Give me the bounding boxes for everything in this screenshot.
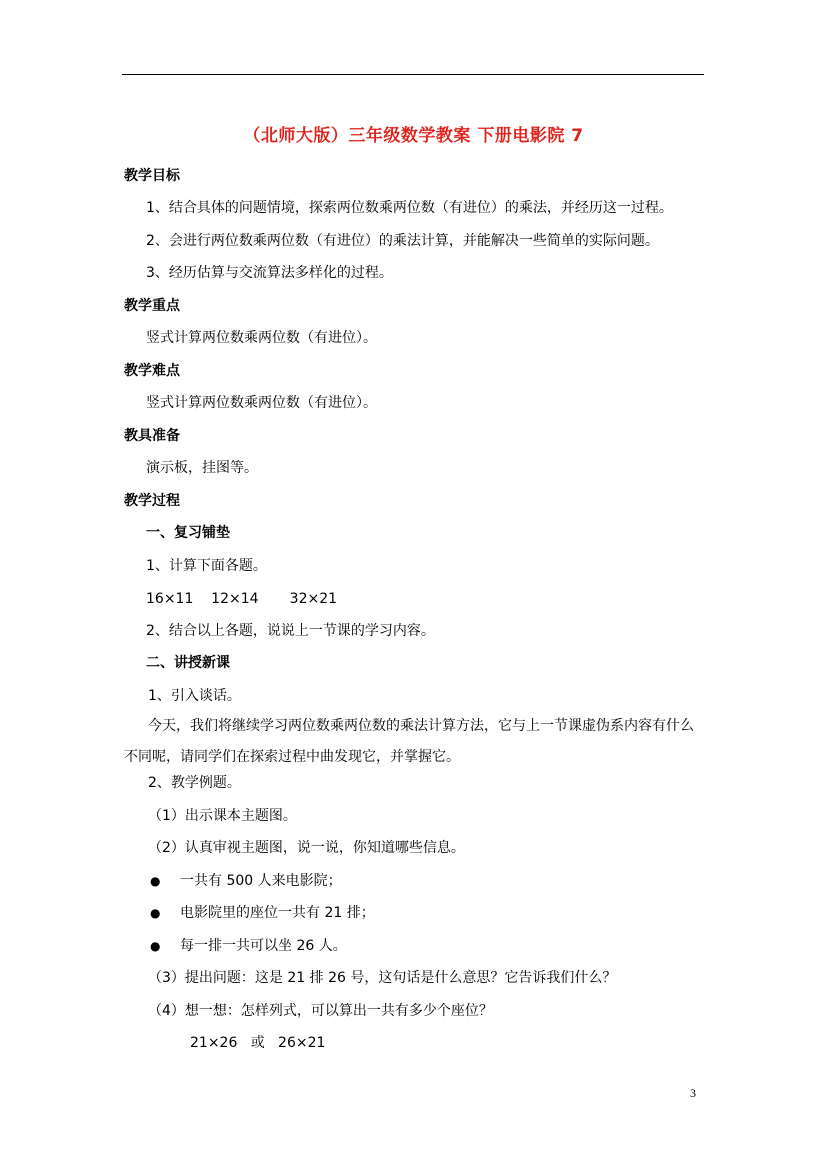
bullet-item: 电影院里的座位一共有 21 排； [180,905,375,921]
step-1: （1）出示课本主题图。 [148,808,297,824]
document-title: （北师大版）三年级数学教案 下册电影院 7 [243,126,584,146]
new-2: 2、教学例题。 [148,775,241,791]
goal-3: 3、经历估算与交流算法多样化的过程。 [146,265,393,281]
bullet-item: 一共有 500 人来电影院； [180,873,342,889]
goal-2: 2、会进行两位数乘两位数（有进位）的乘法计算，并能解决一些简单的实际问题。 [146,233,659,249]
step-3: （3）提出问题：这是 21 排 26 号，这句话是什么意思？它告诉我们什么？ [148,970,617,986]
header-rule [122,74,704,75]
review-2: 2、结合以上各题，说说上一节课的学习内容。 [146,623,435,639]
bullet-item: 每一排一共可以坐 26 人。 [180,938,347,954]
difficulty-heading: 教学难点 [124,363,180,379]
new-intro: 今天，我们将继续学习两位数乘两位数的乘法计算方法，它与上一节课虚伪系内容有什么不同呢，请同学们在探索过程中曲发现它，并掌握它。 [124,718,694,765]
tools-text: 演示板，挂图等。 [146,460,258,476]
process-heading: 教学过程 [124,493,180,509]
review-exercises: 16×11 12×14 32×21 [146,591,338,607]
bullet-dot: ● [150,906,161,920]
formula: 21×26 或 26×21 [190,1035,326,1051]
page-number: 3 [690,1086,696,1100]
step-2: （2）认真审视主题图，说一说，你知道哪些信息。 [148,840,465,856]
difficulty-text: 竖式计算两位数乘两位数（有进位）。 [146,395,377,411]
key-text: 竖式计算两位数乘两位数（有进位）。 [146,330,377,346]
key-heading: 教学重点 [124,298,180,314]
goal-heading: 教学目标 [124,168,180,184]
bullet-dot: ● [150,874,161,888]
bullet-dot: ● [150,939,161,953]
new-1: 1、引入谈话。 [148,688,241,704]
step-4: （4）想一想：怎样列式，可以算出一共有多少个座位？ [148,1003,493,1019]
tools-heading: 教具准备 [124,428,180,444]
review-1: 1、计算下面各题。 [146,558,267,574]
review-heading: 一、复习铺垫 [146,525,230,541]
goal-1: 1、结合具体的问题情境，探索两位数乘两位数（有进位）的乘法，并经历这一过程。 [146,200,673,216]
new-heading: 二、讲授新课 [146,655,230,671]
